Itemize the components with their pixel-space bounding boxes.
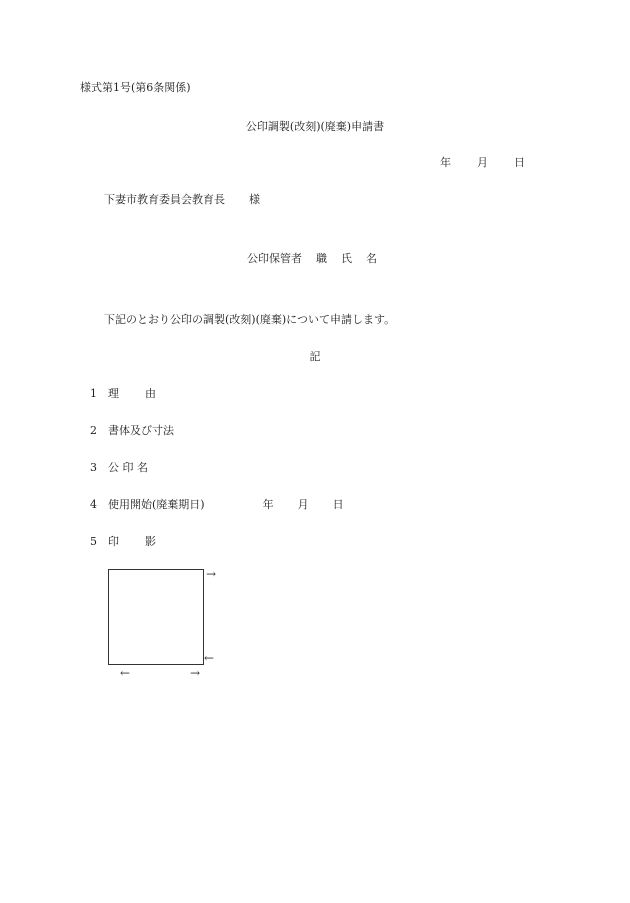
item-start-date <box>90 499 344 510</box>
addressee <box>104 194 260 205</box>
right-arrow-icon: → <box>190 666 201 680</box>
application-date <box>440 157 525 168</box>
left-arrow-icon: ← <box>120 666 131 680</box>
item-date-month: 月 <box>297 498 309 511</box>
applicant-name-2: 名 <box>366 252 377 265</box>
addressee-name: 下妻市教育委員会教育長 <box>104 193 225 206</box>
addressee-honorific: 様 <box>249 193 260 206</box>
item-label: 使用開始(廃棄期日) <box>108 498 205 511</box>
item-date <box>263 499 344 510</box>
item-typeface-size <box>90 425 174 436</box>
applicant-line <box>247 253 377 264</box>
document-title: 公印調製(改刻)(廃棄)申請書 <box>245 120 385 133</box>
item-label: 公 印 名 <box>108 461 148 474</box>
intro-text: 下記のとおり公印の調製(改刻)(廃棄)について申請します。 <box>104 313 396 326</box>
date-month: 月 <box>477 156 488 169</box>
left-arrow-icon: ← <box>204 651 215 665</box>
applicant-position: 職 <box>316 252 327 265</box>
item-number: 2 <box>90 424 97 437</box>
seal-impression-box <box>108 569 204 665</box>
item-date-day: 日 <box>332 498 344 511</box>
item-seal-impression <box>90 536 156 547</box>
item-label: 書体及び寸法 <box>108 424 174 437</box>
item-date-year: 年 <box>262 498 274 511</box>
date-year: 年 <box>440 156 451 169</box>
item-label-a: 印 <box>108 535 119 548</box>
item-number: 5 <box>90 535 97 548</box>
item-label-a: 理 <box>108 387 119 400</box>
applicant-label: 公印保管者 <box>247 252 302 265</box>
right-arrow-icon: → <box>206 567 217 581</box>
item-label-b: 影 <box>145 535 156 548</box>
applicant-name-1: 氏 <box>341 252 352 265</box>
ki-heading: 記 <box>309 350 321 363</box>
item-reason <box>90 388 156 399</box>
date-day: 日 <box>514 156 525 169</box>
item-seal-name <box>90 462 148 473</box>
item-label-b: 由 <box>145 387 156 400</box>
item-number: 3 <box>90 461 97 474</box>
item-number: 4 <box>90 498 97 511</box>
item-number: 1 <box>90 387 97 400</box>
form-number: 様式第1号(第6条関係) <box>80 81 191 94</box>
